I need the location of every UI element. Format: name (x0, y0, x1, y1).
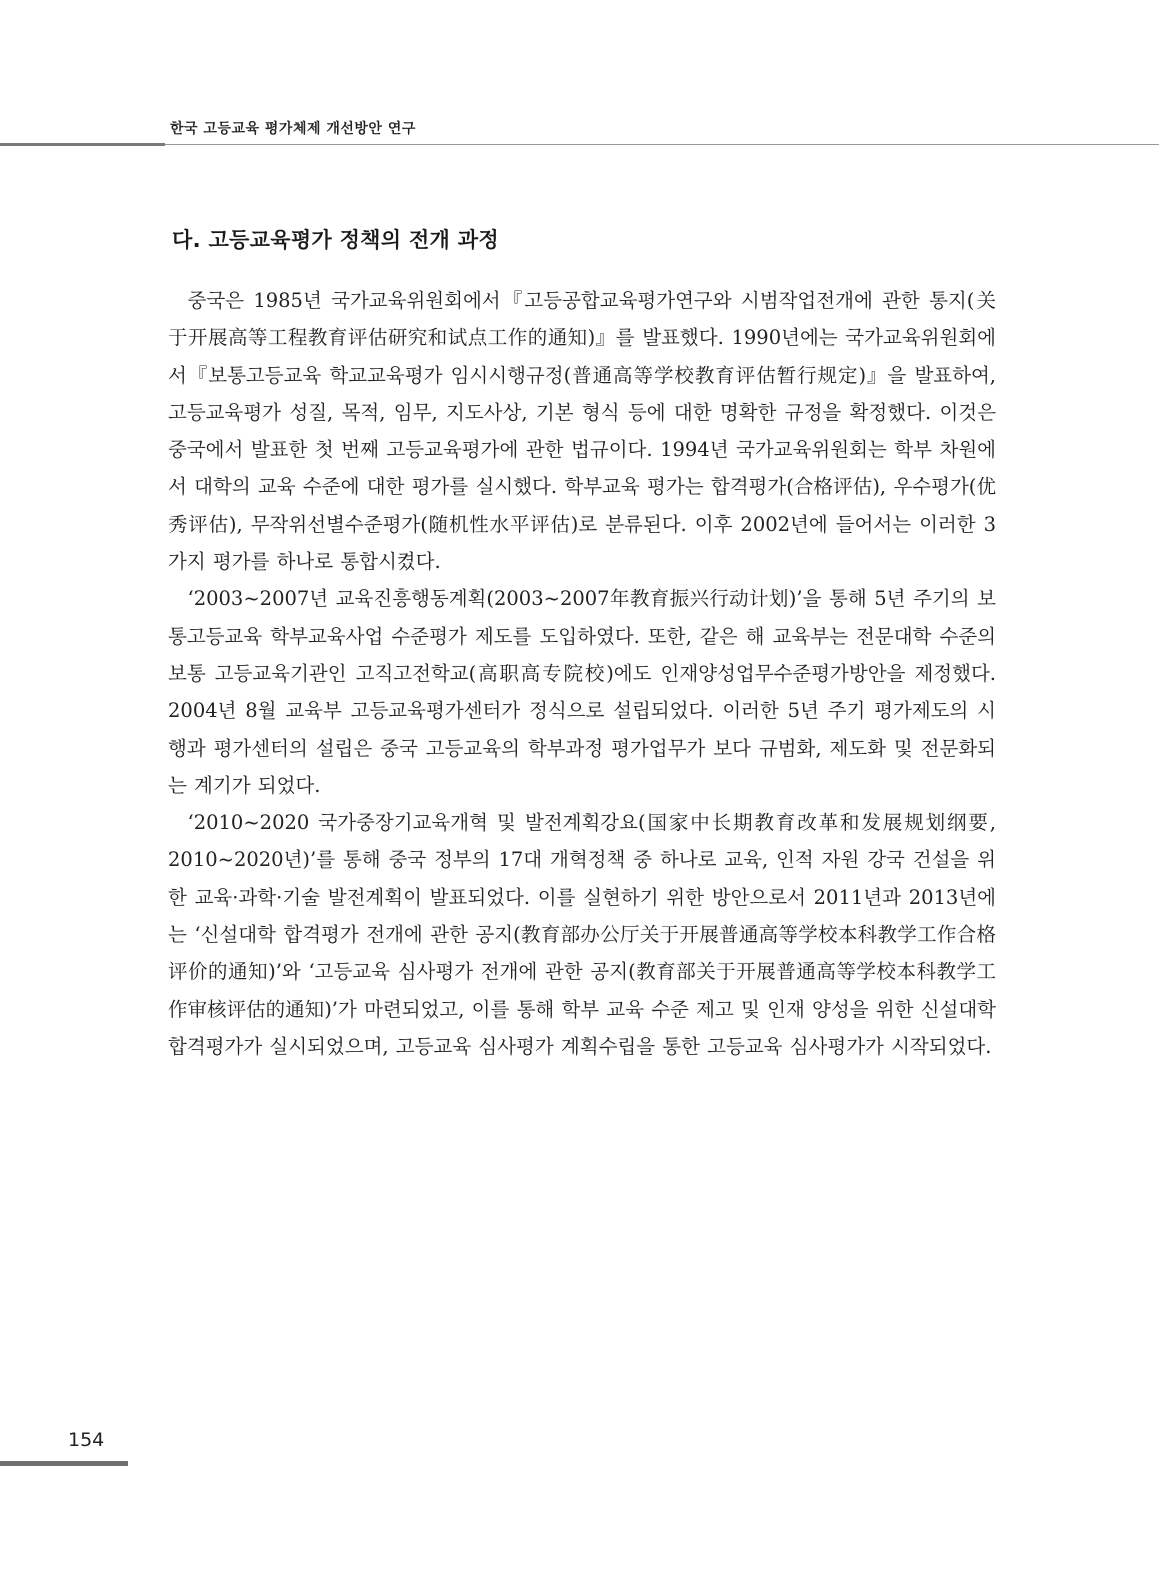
page-number: 154 (68, 1429, 105, 1451)
footer-rule (0, 1461, 128, 1466)
header-rule (0, 143, 165, 146)
header-rule-thin (165, 144, 1159, 145)
paragraph-1: 중국은 1985년 국가교육위원회에서『고등공합교육평가연구와 시범작업전개에 관한 통지(关于开展高等工程教育评估研究和试点工作的通知)』를 발표했다. 1990년에는 국가교육위원회에서『보통고등교육 학교교육평가 임시시행규정(普通高等学校教育评估暂行规定)』을 발표하여, 고등교육평가 성질, 목적, 임무, 지도사상, 기본 형식 등에 대한 명확한 규정을 확정했다. 이것은 중국에서 발표한 첫 번째 고등교육평가에 관한 법규이다. 1994년 국가교육위원회는 학부 차원에서 대학의 교육 수준에 대한 평가를 실시했다. 학부교육 평가는 합격평가(合格评估), 우수평가(优秀评估), 무작위선별수준평가(随机性水平评估)로 분류된다. 이후 2002년에 들어서는 이러한 3가지 평가를 하나로 통합시켰다. (168, 289, 996, 574)
paragraph-3: ‘2010~2020 국가중장기교육개혁 및 발전계획강요(国家中长期教育改革和发展规划纲要, 2010~2020년)’를 통해 중국 정부의 17대 개혁정책 중 하나로 교육, 인적 자원 강국 건설을 위한 교육·과학·기술 발전계획이 발표되었다. 이를 실현하기 위한 방안으로서 2011년과 2013년에는 ‘신설대학 합격평가 전개에 관한 공지(教育部办公厅关于开展普通高等学校本科教学工作合格评价的通知)’와 ‘고등교육 심사평가 전개에 관한 공지(教育部关于开展普通高等学校本科教学工作审核评估的通知)’가 마련되었고, 이를 통해 학부 교육 수준 제고 및 인재 양성을 위한 신설대학 합격평가가 실시되었으며, 고등교육 심사평가 계획수립을 통한 고등교육 심사평가가 시작되었다. (168, 811, 996, 1058)
body-text (168, 282, 996, 1065)
section-title: 다. 고등교육평가 정책의 전개 과정 (172, 228, 499, 252)
paragraph-2: ‘2003~2007년 교육진흥행동계획(2003~2007年教育振兴行动计划)’을 통해 5년 주기의 보통고등교육 학부교육사업 수준평가 제도를 도입하였다. 또한, 같은 해 교육부는 전문대학 수준의 보통 고등교육기관인 고직고전학교(高职高专院校)에도 인재양성업무수준평가방안을 제정했다. 2004년 8월 교육부 고등교육평가센터가 정식으로 설립되었다. 이러한 5년 주기 평가제도의 시행과 평가센터의 설립은 중국 고등교육의 학부과정 평가업무가 보다 규범화, 제도화 및 전문화되는 계기가 되었다. (168, 587, 996, 797)
running-header: 한국 고등교육 평가체제 개선방안 연구 (170, 121, 416, 137)
